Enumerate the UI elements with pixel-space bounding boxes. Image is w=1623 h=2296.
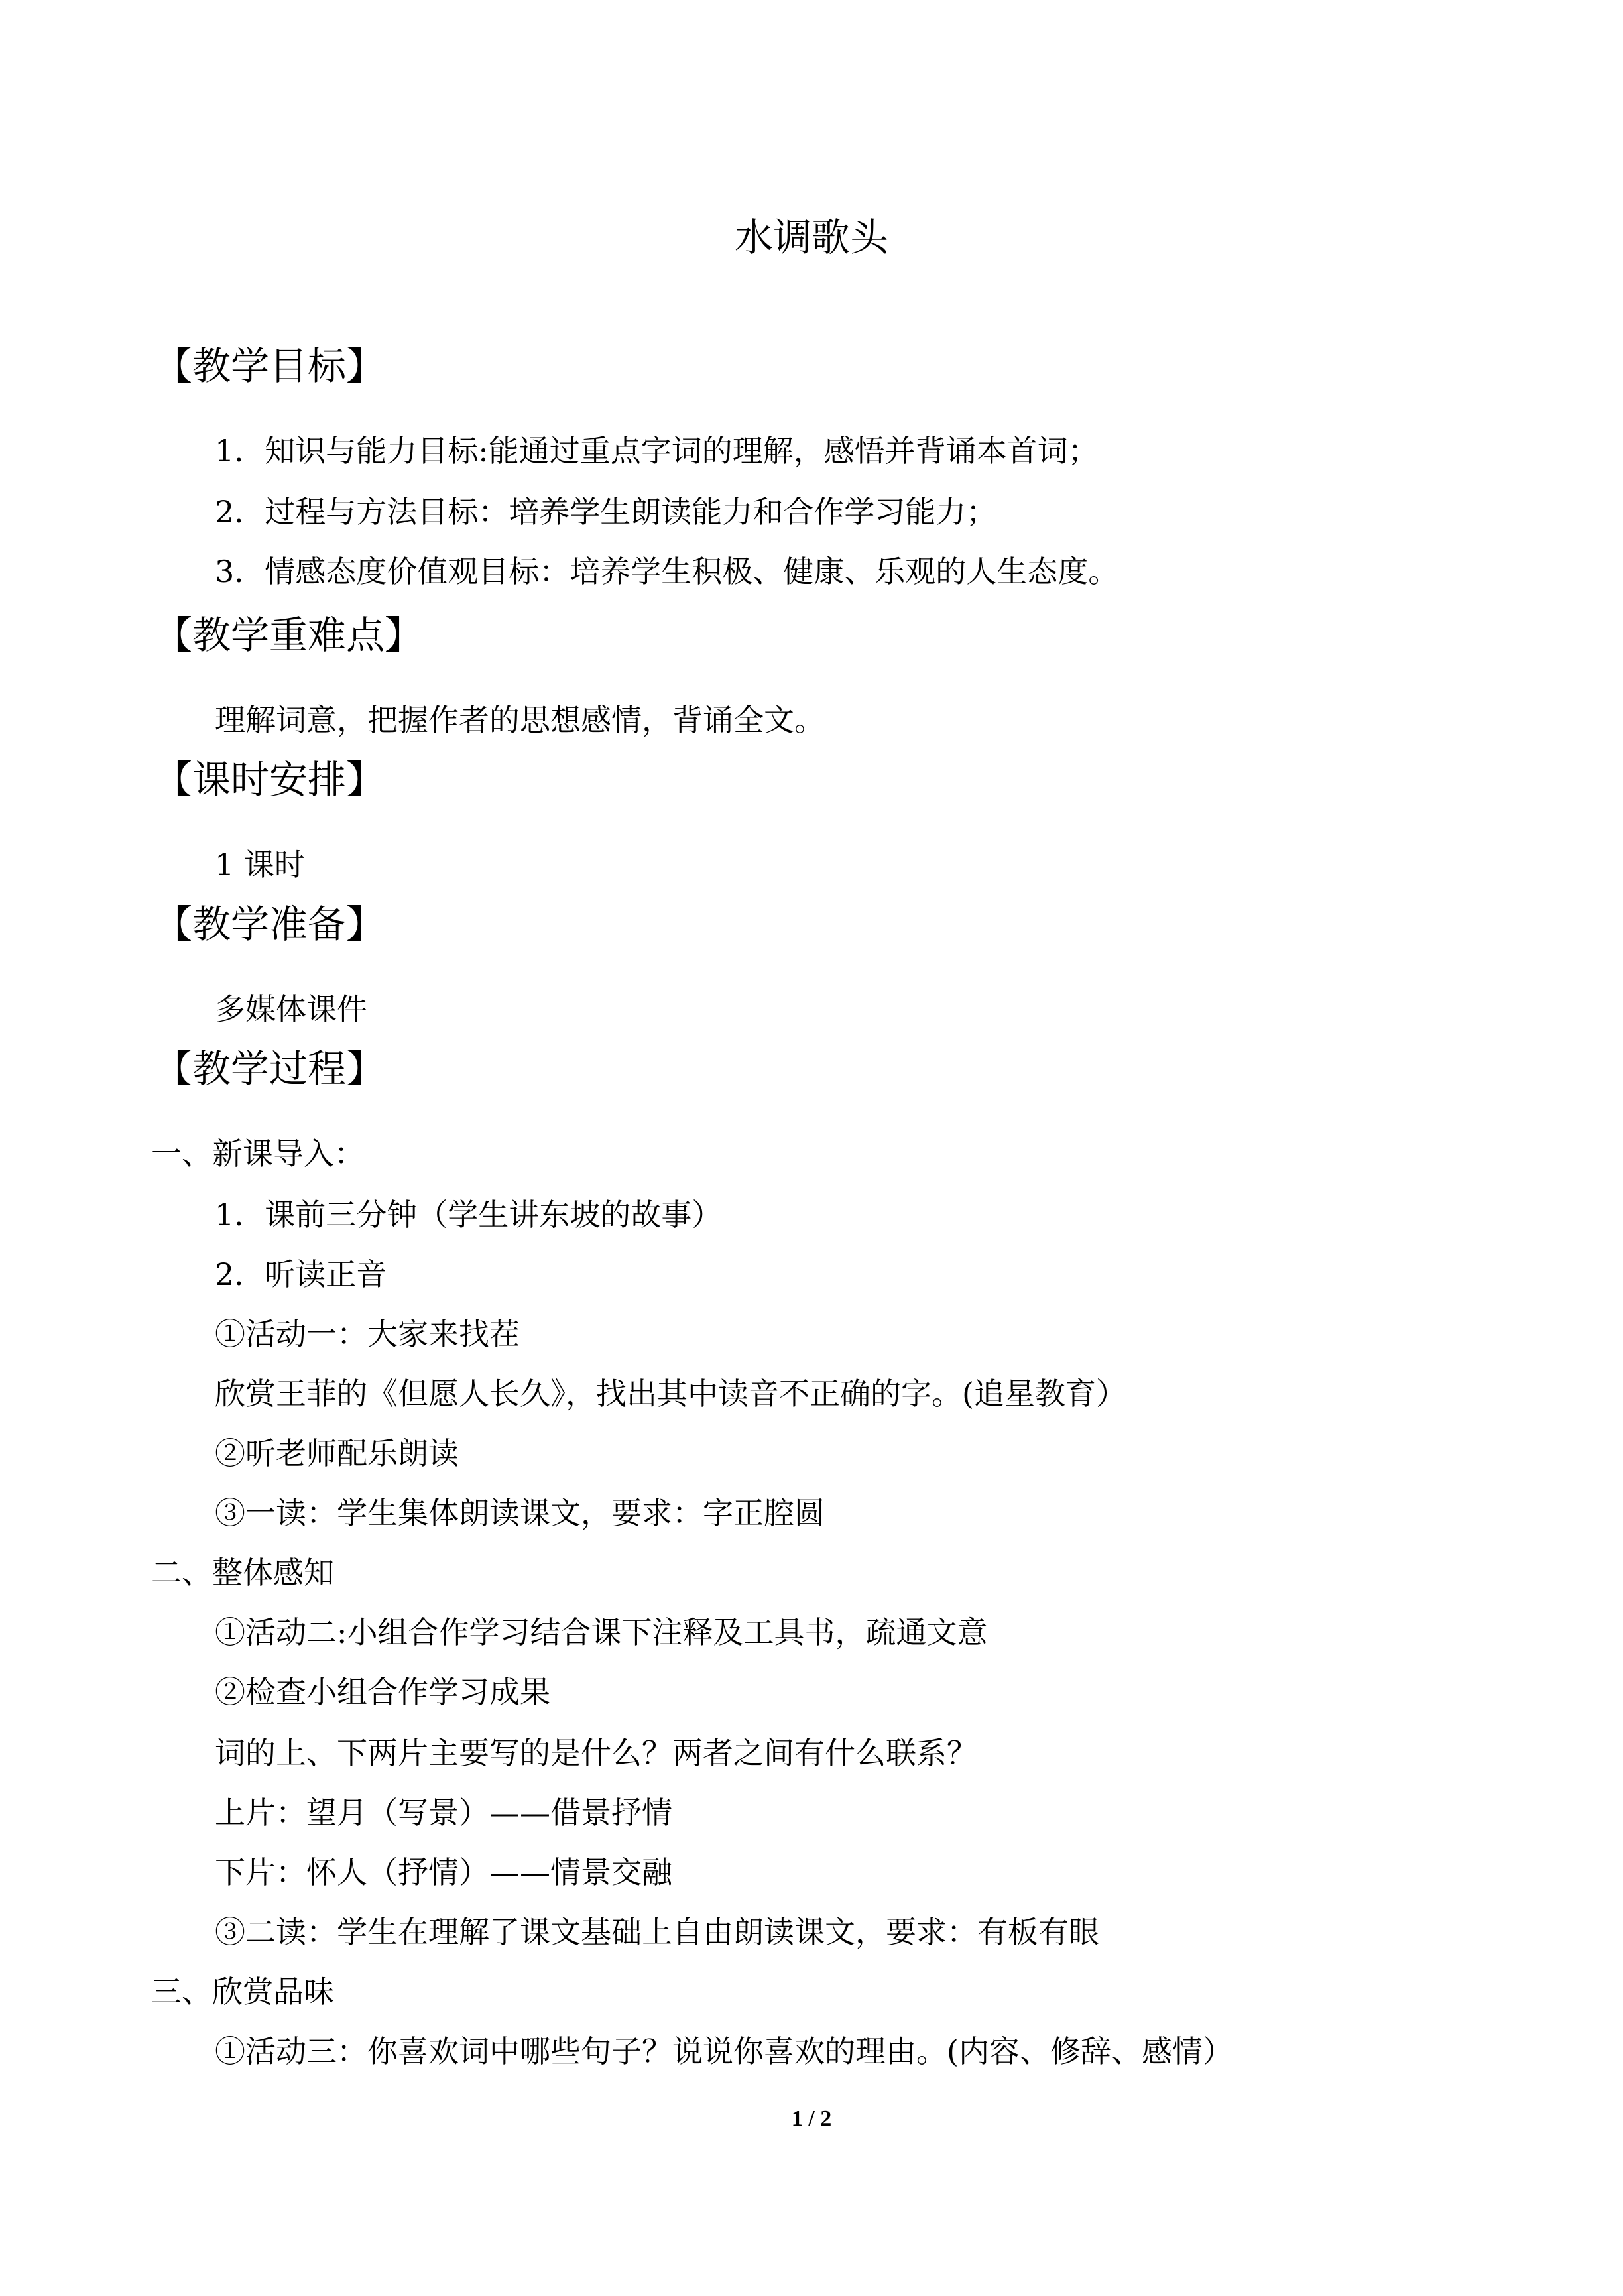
objective-item: 2．过程与方法目标：培养学生朗读能力和合作学习能力； bbox=[215, 494, 997, 530]
objective-item: 1．知识与能力目标:能通过重点字词的理解，感悟并背诵本首词； bbox=[215, 433, 1099, 469]
preparation-text: 多媒体课件 bbox=[215, 991, 367, 1027]
part-title-overall: 二、整体感知 bbox=[151, 1555, 334, 1591]
process-item: 词的上、下两片主要写的是什么？两者之间有什么联系？ bbox=[215, 1735, 977, 1771]
part-title-intro: 一、新课导入： bbox=[151, 1136, 365, 1172]
document-title: 水调歌头 bbox=[734, 215, 888, 260]
heading-key-difficulties: 【教学重难点】 bbox=[154, 613, 424, 658]
process-item: 上片：望月（写景）——借景抒情 bbox=[215, 1795, 672, 1831]
process-item: 2．听读正音 bbox=[215, 1256, 387, 1292]
heading-class-hours: 【课时安排】 bbox=[154, 757, 385, 802]
page-number: 1 / 2 bbox=[791, 2106, 832, 2131]
process-item: ①活动三：你喜欢词中哪些句子？说说你喜欢的理由。(内容、修辞、感情） bbox=[215, 2033, 1233, 2069]
process-item: 欣赏王菲的《但愿人长久》，找出其中读音不正确的字。(追星教育） bbox=[215, 1376, 1126, 1412]
process-item: ②检查小组合作学习成果 bbox=[215, 1674, 550, 1710]
heading-preparation: 【教学准备】 bbox=[154, 902, 385, 947]
heading-teaching-objectives: 【教学目标】 bbox=[154, 343, 385, 389]
process-item: ③一读：学生集体朗读课文，要求：字正腔圆 bbox=[215, 1495, 825, 1531]
class-hours-text: 1 课时 bbox=[215, 847, 305, 882]
process-item: ①活动一：大家来找茬 bbox=[215, 1316, 520, 1352]
process-item: ③二读：学生在理解了课文基础上自由朗读课文，要求：有板有眼 bbox=[215, 1914, 1099, 1950]
process-item: 1．课前三分钟（学生讲东坡的故事） bbox=[215, 1197, 723, 1233]
part-title-appreciation: 三、欣赏品味 bbox=[151, 1974, 334, 2010]
process-item: ②听老师配乐朗读 bbox=[215, 1435, 459, 1471]
process-item: ①活动二:小组合作学习结合课下注释及工具书，疏通文意 bbox=[215, 1614, 988, 1650]
heading-teaching-process: 【教学过程】 bbox=[154, 1046, 385, 1091]
key-difficulty-text: 理解词意，把握作者的思想感情，背诵全文。 bbox=[215, 702, 825, 738]
process-item: 下片：怀人（抒情）——情景交融 bbox=[215, 1854, 672, 1890]
objective-item: 3．情感态度价值观目标：培养学生积极、健康、乐观的人生态度。 bbox=[215, 554, 1119, 589]
